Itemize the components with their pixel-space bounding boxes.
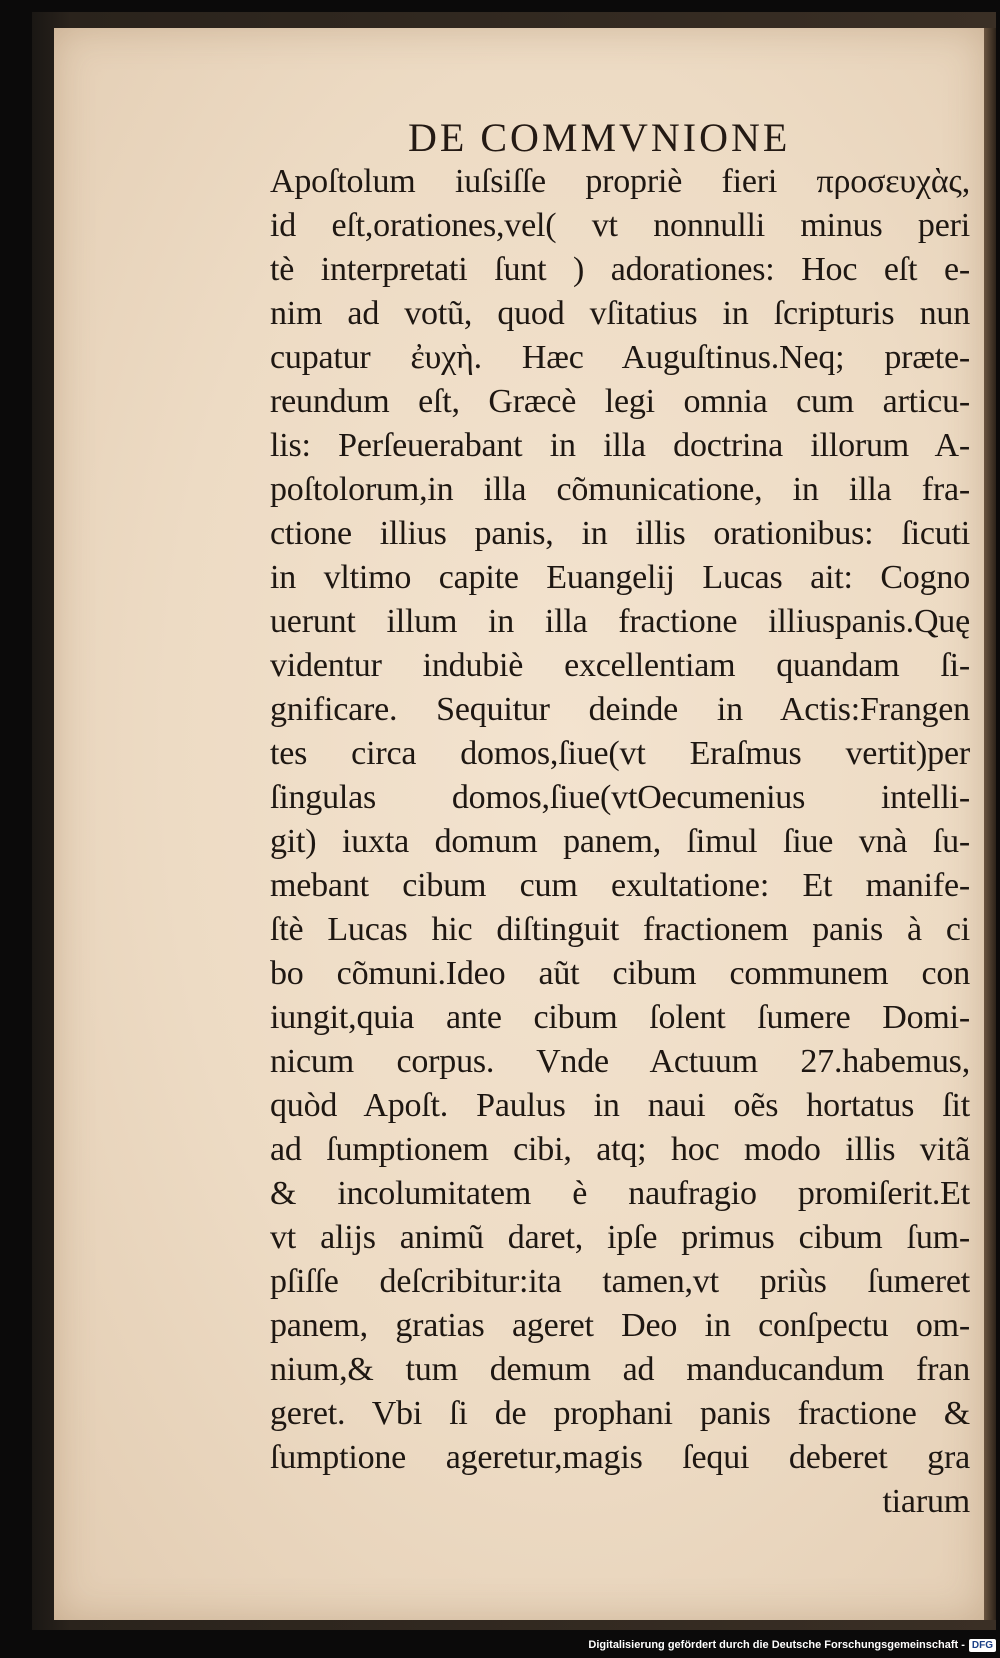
text-line: poſtolorum,in illa cõmunicatione, in illa fra-	[270, 471, 970, 508]
text-line: in vltimo capite Euangelij Lucas ait: Cogno	[270, 559, 970, 596]
text-line: uerunt illum in illa fractione illiuspanis.Quę	[270, 603, 970, 640]
text-line: Apoſtolum iuſsiſſe propriè fieri προσευχὰς,	[270, 163, 970, 200]
text-line: vt alijs animũ daret, ipſe primus cibum ſum-	[270, 1219, 970, 1256]
text-line: panem, gratias ageret Deo in conſpectu om-	[270, 1307, 970, 1344]
text-line: bo cõmuni.Ideo aũt cibum communem con	[270, 955, 970, 992]
text-line: tes circa domos,ſiue(vt Eraſmus vertit)per	[270, 735, 970, 772]
text-line: nim ad votũ, quod vſitatius in ſcripturis nun	[270, 295, 970, 332]
credit-text: Digitalisierung gefördert durch die Deutsche Forschungsgemeinschaft -	[588, 1639, 965, 1651]
text-line: iungit,quia ante cibum ſolent ſumere Domi-	[270, 999, 970, 1036]
text-line: tè interpretati ſunt ) adorationes: Hoc eſt e-	[270, 251, 970, 288]
text-line: reundum eſt, Græcè legi omnia cum articu-	[270, 383, 970, 420]
digitization-credit	[588, 1636, 996, 1654]
text-line: geret. Vbi ſi de prophani panis fractione &	[270, 1395, 970, 1432]
text-line: quòd Apoſt. Paulus in naui oẽs hortatus ſit	[270, 1087, 970, 1124]
text-line: cupatur ἐυχὴ. Hæc Auguſtinus.Neq; præte-	[270, 339, 970, 376]
text-line: lis: Perſeuerabant in illa doctrina illorum A-	[270, 427, 970, 464]
page-edge	[984, 28, 996, 1620]
body-text	[270, 160, 970, 1524]
catchword: tiarum	[882, 1483, 970, 1520]
text-line: ſumptione ageretur,magis ſequi deberet gra	[270, 1439, 970, 1476]
dfg-logo[interactable]: DFG	[969, 1639, 996, 1652]
text-line: videntur indubiè excellentiam quandam ſi-	[270, 647, 970, 684]
text-line: git) iuxta domum panem, ſimul ſiue vnà ſu-	[270, 823, 970, 860]
text-line: gnificare. Sequitur deinde in Actis:Frangen	[270, 691, 970, 728]
text-line: ſtè Lucas hic diſtinguit fractionem panis à ci	[270, 911, 970, 948]
text-line: & incolumitatem è naufragio promiſerit.Et	[270, 1175, 970, 1212]
text-line: nicum corpus. Vnde Actuum 27.habemus,	[270, 1043, 970, 1080]
text-line: nium,& tum demum ad manducandum fran	[270, 1351, 970, 1388]
text-line: ctione illius panis, in illis orationibus: ſicuti	[270, 515, 970, 552]
text-line: pſiſſe deſcribitur:ita tamen,vt priùs ſumeret	[270, 1263, 970, 1300]
running-header: DE COMMVNIONE	[408, 115, 791, 160]
text-line: mebant cibum cum exultatione: Et manife-	[270, 867, 970, 904]
text-line: id eſt,orationes,vel( vt nonnulli minus peri	[270, 207, 970, 244]
text-line: ſingulas domos,ſiue(vtOecumenius intelli-	[270, 779, 970, 816]
text-line: ad ſumptionem cibi, atq; hoc modo illis vitã	[270, 1131, 970, 1168]
